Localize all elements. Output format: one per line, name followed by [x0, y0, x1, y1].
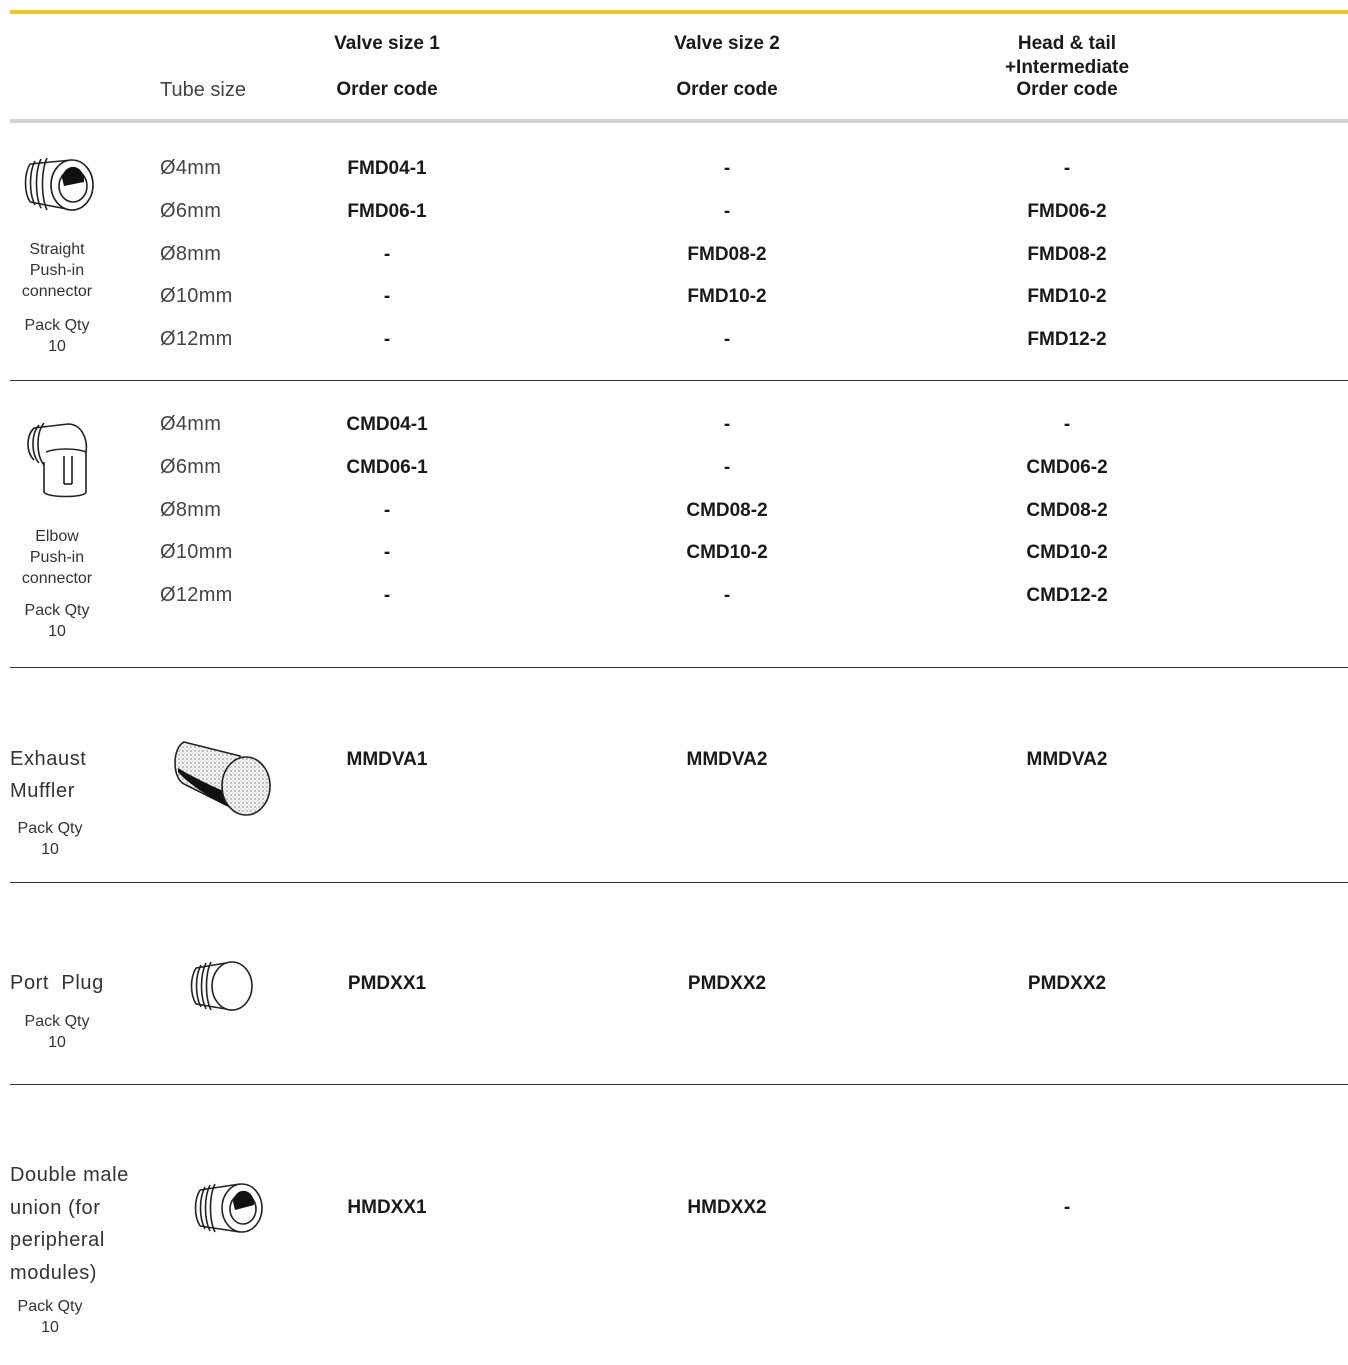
order-code: CMD10-2 [686, 542, 768, 563]
tube-size-header: Tube size [160, 79, 246, 101]
straight-pack-label: Pack Qty [24, 317, 90, 334]
order-code: FMD12-2 [1027, 329, 1107, 350]
elbow-connector-icon [20, 418, 94, 502]
order-code: - [723, 158, 731, 179]
order-code: FMD04-1 [347, 158, 427, 179]
order-code: CMD12-2 [1026, 585, 1108, 606]
order-code: - [723, 414, 731, 435]
elbow-label-1: Elbow [35, 528, 79, 545]
elbow-label-3: connector [21, 570, 93, 587]
order-code: PMDXX1 [347, 973, 427, 994]
order-code: CMD08-2 [1026, 500, 1108, 521]
order-code: MMDVA2 [686, 749, 768, 770]
order-code: - [1063, 414, 1071, 435]
order-code: FMD10-2 [687, 286, 767, 307]
section-divider [10, 667, 1348, 668]
order-code: CMD10-2 [1026, 542, 1108, 563]
plug-pack-label: Pack Qty [24, 1013, 90, 1030]
tube-size: Ø12mm [160, 584, 233, 606]
order-code: CMD04-1 [346, 414, 428, 435]
order-code: MMDVA1 [346, 749, 428, 770]
order-code: CMD08-2 [686, 500, 768, 521]
order-code: - [723, 329, 731, 350]
order-code: - [383, 286, 391, 307]
muffler-pack-qty: 10 [41, 841, 59, 858]
col2-subtitle: Order code [676, 79, 778, 100]
elbow-pack-label: Pack Qty [24, 602, 90, 619]
order-code: - [1063, 158, 1071, 179]
tube-size: Ø4mm [160, 413, 222, 435]
straight-label-2: Push-in [29, 262, 85, 279]
order-code: MMDVA2 [1026, 749, 1108, 770]
order-code: - [383, 500, 391, 521]
order-code: PMDXX2 [687, 973, 767, 994]
straight-label-3: connector [21, 283, 93, 300]
order-code: - [723, 457, 731, 478]
order-code: - [1063, 1197, 1071, 1218]
tube-size: Ø6mm [160, 200, 222, 222]
port-plug-icon [188, 958, 258, 1016]
tube-size: Ø6mm [160, 456, 222, 478]
order-code: - [383, 244, 391, 265]
order-code: HMDXX2 [687, 1197, 767, 1218]
union-pack-label: Pack Qty [17, 1298, 83, 1315]
section-divider [10, 380, 1348, 381]
union-label-2: union (for [10, 1197, 101, 1219]
order-code: - [723, 585, 731, 606]
order-code: - [383, 329, 391, 350]
col3-title: Head & tail [1017, 33, 1117, 54]
order-code: - [383, 585, 391, 606]
section-divider [10, 1084, 1348, 1085]
elbow-pack-qty: 10 [48, 623, 66, 640]
order-code: CMD06-1 [346, 457, 428, 478]
col3-subtitle: Order code [1016, 79, 1118, 100]
elbow-label-2: Push-in [29, 549, 85, 566]
order-code: FMD10-2 [1027, 286, 1107, 307]
straight-label-1: Straight [29, 241, 85, 258]
port-plug-label: Port Plug [10, 972, 104, 994]
col1-title: Valve size 1 [334, 33, 440, 54]
muffler-pack-label: Pack Qty [17, 820, 83, 837]
muffler-label-2: Muffler [10, 780, 75, 802]
union-pack-qty: 10 [41, 1319, 59, 1336]
header-divider [10, 119, 1348, 123]
section-divider [10, 882, 1348, 883]
col2-title: Valve size 2 [674, 33, 780, 54]
tube-size: Ø10mm [160, 541, 233, 563]
order-code: FMD06-1 [347, 201, 427, 222]
col1-subtitle: Order code [336, 79, 438, 100]
order-code: FMD08-2 [687, 244, 767, 265]
plug-pack-qty: 10 [48, 1034, 66, 1051]
union-label-3: peripheral [10, 1229, 105, 1251]
order-code: FMD06-2 [1027, 201, 1107, 222]
union-label-1: Double male [10, 1164, 129, 1186]
order-code: - [723, 201, 731, 222]
tube-size: Ø4mm [160, 157, 222, 179]
col3-title-line2: +Intermediate [1004, 57, 1130, 78]
order-code: FMD08-2 [1027, 244, 1107, 265]
tube-size: Ø10mm [160, 285, 233, 307]
tube-size: Ø12mm [160, 328, 233, 350]
order-code: - [383, 542, 391, 563]
order-code: PMDXX2 [1027, 973, 1107, 994]
order-code: HMDXX1 [347, 1197, 427, 1218]
header-accent-bar [10, 10, 1348, 14]
exhaust-muffler-icon [170, 738, 274, 818]
straight-pack-qty: 10 [48, 338, 66, 355]
tube-size: Ø8mm [160, 499, 222, 521]
muffler-label-1: Exhaust [10, 748, 87, 770]
tube-size: Ø8mm [160, 243, 222, 265]
straight-connector-icon [20, 152, 100, 218]
union-label-4: modules) [10, 1262, 98, 1284]
order-code: CMD06-2 [1026, 457, 1108, 478]
double-male-union-icon [192, 1180, 272, 1238]
